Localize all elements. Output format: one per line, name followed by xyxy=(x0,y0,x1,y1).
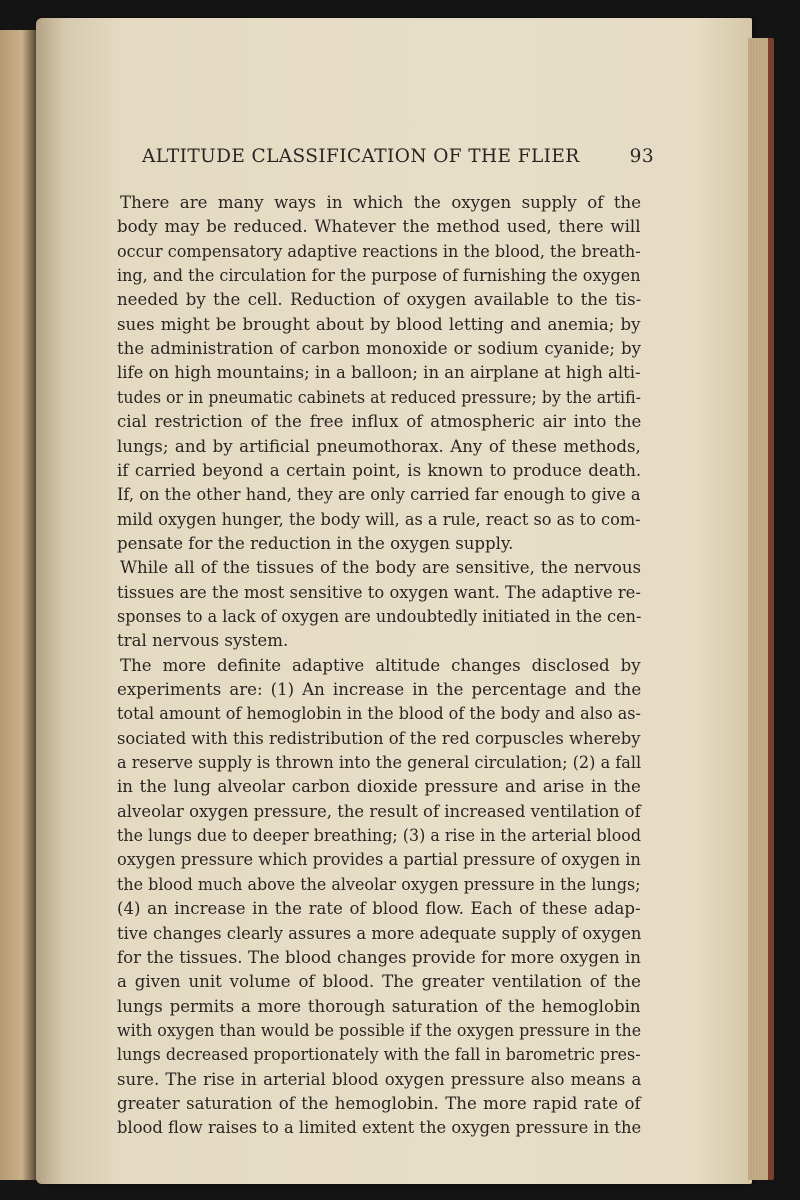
text-line: a given unit volume of blood. The greater ventilation of the xyxy=(117,972,641,992)
text-line: ing, and the circulation for the purpose of furnishing the oxygen xyxy=(117,266,641,286)
text-line: cial restriction of the free influx of atmospheric air into the xyxy=(117,412,642,432)
text-line: pensate for the reduction in the oxygen supply. xyxy=(117,533,514,553)
text-line: The more definite adaptive altitude changes disclosed by xyxy=(120,655,641,675)
text-line: the administration of carbon monoxide or sodium cyanide; by xyxy=(117,339,642,359)
text-line: in the lung alveolar carbon dioxide pressure and arise in the xyxy=(117,777,641,797)
text-line: experiments are: (1) An increase in the percentage and the xyxy=(117,680,642,699)
text-line: the lungs due to deeper breathing; (3) a rise in the arterial blood xyxy=(117,826,641,846)
text-line: with oxygen than would be possible if the oxygen pressure in the xyxy=(117,1020,642,1040)
adjacent-page-edge xyxy=(0,30,40,1180)
text-line: mild oxygen hunger, the body will, as a rule, react so as to com- xyxy=(117,509,641,529)
text-line: sues might be brought about by blood letting and anemia; by xyxy=(117,314,641,334)
text-line: lungs decreased proportionately with the fall in barometric pres- xyxy=(117,1045,641,1065)
text-line: body may be reduced. Whatever the method used, there will xyxy=(117,217,641,237)
text-line: greater saturation of the hemoglobin. The more rapid rate of xyxy=(117,1093,641,1113)
text-line: if carried beyond a certain point, is known to produce death. xyxy=(117,460,642,480)
page-number: 93 xyxy=(629,146,654,167)
text-line: lungs permits a more thorough saturation of the hemoglobin xyxy=(117,996,641,1016)
page-stack-edges xyxy=(748,38,770,1180)
text-line: oxygen pressure which provides a partial pressure of oxygen in xyxy=(117,850,641,870)
text-line: sure. The rise in arterial blood oxygen pressure also means a xyxy=(117,1069,642,1089)
text-line: alveolar oxygen pressure, the result of increased ventilation of xyxy=(117,801,641,821)
text-line: While all of the tissues of the body are sensitive, the nervous xyxy=(120,558,642,578)
text-line: the blood much above the alveolar oxygen pressure in the lungs; xyxy=(117,874,641,894)
running-title: ALTITUDE CLASSIFICATION OF THE FLIER xyxy=(142,146,580,167)
running-header xyxy=(142,146,654,176)
text-line: total amount of hemoglobin in the blood of the body and also as- xyxy=(117,704,641,724)
text-line: for the tissues. The blood changes provide for more oxygen in xyxy=(117,947,641,967)
text-line: a reserve supply is thrown into the general circulation; (2) a fall xyxy=(117,753,642,773)
text-line: If, on the other hand, they are only carried far enough to give a xyxy=(117,485,641,505)
text-line: tudes or in pneumatic cabinets at reduced pressure; by the artifi- xyxy=(117,387,641,407)
text-line: sociated with this redistribution of the red corpuscles whereby xyxy=(117,728,641,748)
text-line: tive changes clearly assures a more adequate supply of oxygen xyxy=(117,923,642,943)
text-line: needed by the cell. Reduction of oxygen available to the tis- xyxy=(117,290,642,310)
text-line: occur compensatory adaptive reactions in the blood, the breath- xyxy=(117,241,641,261)
text-line: There are many ways in which the oxygen supply of the xyxy=(120,193,642,212)
text-line: tral nervous system. xyxy=(117,631,289,651)
text-line: tissues are the most sensitive to oxygen want. The adaptive re- xyxy=(117,582,641,602)
text-line: blood flow raises to a limited extent the oxygen pressure in the xyxy=(117,1118,642,1138)
text-line: life on high mountains; in a balloon; in an airplane at high alti- xyxy=(117,363,641,383)
text-line: (4) an increase in the rate of blood flow. Each of these adap- xyxy=(117,899,641,919)
text-line: sponses to a lack of oxygen are undoubtedly initiated in the cen- xyxy=(117,606,642,626)
text-line: lungs; and by artificial pneumothorax. Any of these methods, xyxy=(117,436,641,456)
